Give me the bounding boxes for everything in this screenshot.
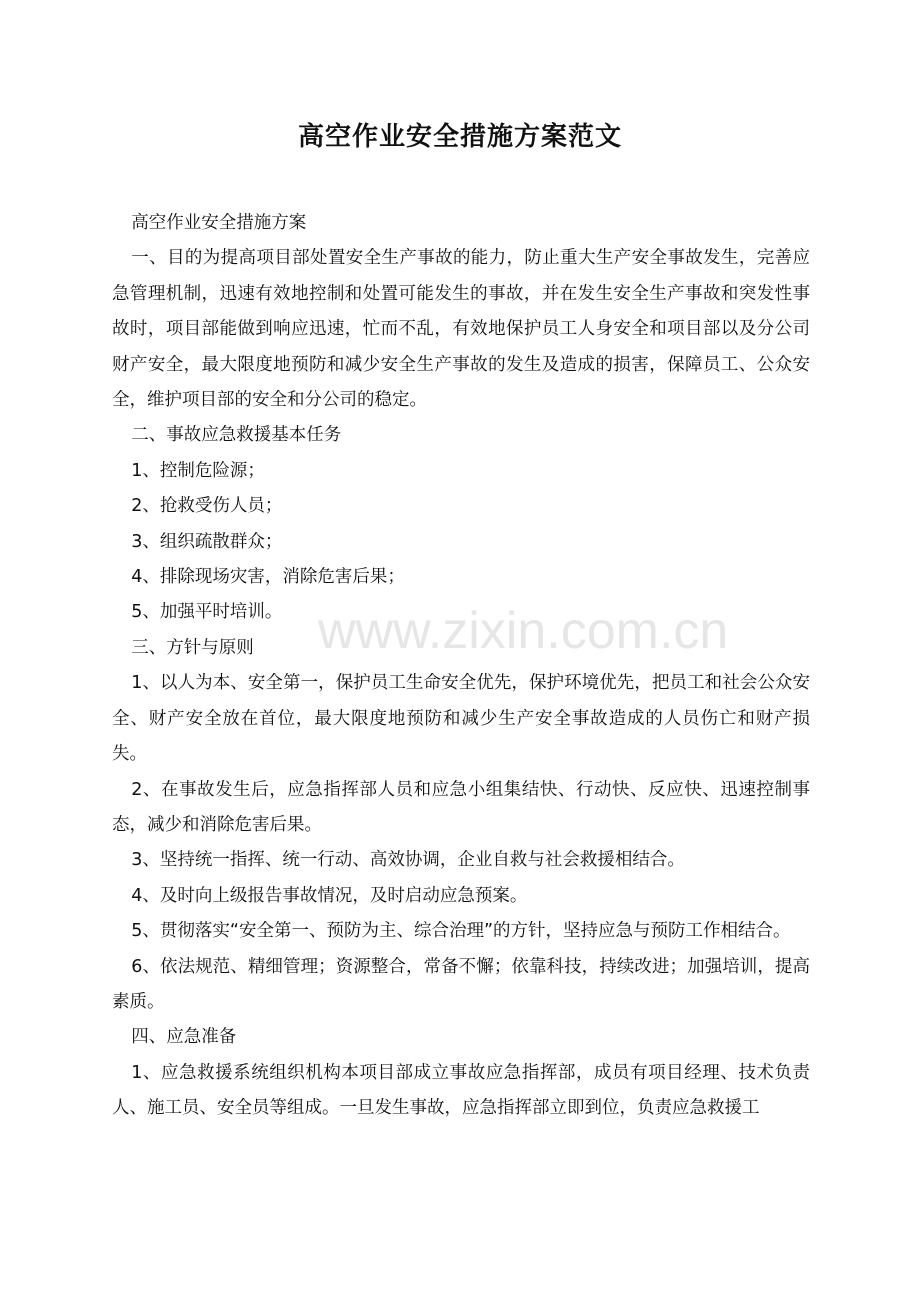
list-item: 1、以人为本、安全第一，保护员工生命安全优先，保护环境优先，把员工和社会公众安全、财产安全放在首位，最大限度地预防和减少生产安全事故造成的人员伤亡和财产损失。: [112, 673, 810, 765]
section-subtitle: 高空作业安全措施方案: [131, 213, 307, 233]
document-body: [112, 206, 810, 1127]
list-item: 4、及时向上级报告事故情况，及时启动应急预案。: [131, 885, 528, 906]
section-heading-principles: 三、方针与原则: [131, 637, 254, 658]
section-heading-tasks: 二、事故应急救援基本任务: [131, 425, 342, 446]
list-item: 6、依法规范、精细管理；资源整合，常备不懈；依靠科技，持续改进；加强培训，提高素质。: [112, 956, 810, 1012]
section-heading-preparation: 四、应急准备: [131, 1027, 237, 1048]
list-item: 2、在事故发生后，应急指挥部人员和应急小组集结快、行动快、反应快、迅速控制事态，减少和消除危害后果。: [112, 779, 810, 835]
list-item: 2、抢救受伤人员；: [131, 496, 283, 517]
list-item: 4、排除现场灾害，消除危害后果；: [131, 567, 405, 588]
list-item: 5、贯彻落实“安全第一、预防为主、综合治理”的方针，坚持应急与预防工作相结合。: [131, 921, 791, 942]
paragraph-purpose: 一、目的为提高项目部处置安全生产事故的能力，防止重大生产安全事故发生，完善应急管理机制，迅速有效地控制和处置可能发生的事故，并在发生安全生产事故和突发性事故时，项目部能做到响应迅速，忙而不乱，有效地保护员工人身安全和项目部以及分公司财产安全，最大限度地预防和减少安全生产事故的发生及造成的损害，保障员工、公众安全，维护项目部的安全和分公司的稳定。: [112, 248, 810, 411]
list-item: 3、坚持统一指挥、统一行动、高效协调，企业自救与社会救援相结合。: [131, 850, 685, 871]
list-item: 1、控制危险源；: [131, 460, 265, 481]
list-item: 3、组织疏散群众；: [131, 531, 283, 552]
list-item: 5、加强平时培训。: [131, 602, 283, 623]
list-item: 1、应急救援系统组织机构本项目部成立事故应急指挥部，成员有项目经理、技术负责人、施工员、安全员等组成。一旦发生事故，应急指挥部立即到位，负责应急救援工: [112, 1062, 810, 1119]
watermark: www.zixin.com.cn: [318, 602, 729, 660]
document-title: 高空作业安全措施方案范文: [297, 122, 622, 152]
